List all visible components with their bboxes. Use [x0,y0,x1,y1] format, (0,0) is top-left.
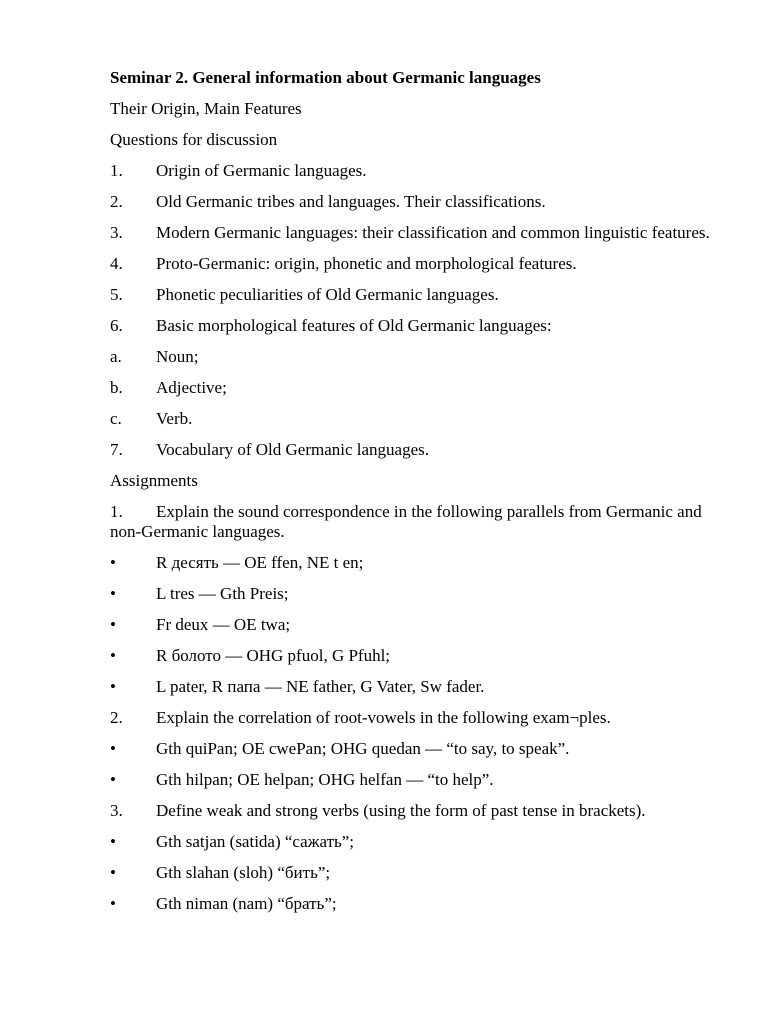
list-marker: 3. [110,223,123,242]
list-item [110,770,710,790]
list-marker: 2. [110,708,123,727]
list-item [110,254,710,274]
list-marker: • [110,832,116,851]
list-item [110,801,710,821]
list-item [110,316,710,336]
list-item [110,378,710,398]
list-marker: a. [110,347,122,366]
list-item-text: Old Germanic tribes and languages. Their classifications. [156,192,546,211]
list-marker: • [110,894,116,913]
list-item-text: Gth satjan (satida) “сажать”; [156,832,355,851]
list-item-text: Origin of Germanic languages. [156,161,367,180]
list-item-text: Gth quiPan; OE cwePan; OHG quedan — “to say, to speak”. [156,739,570,758]
list-marker: • [110,770,116,789]
questions-heading: Questions for discussion [110,130,278,149]
list-item-text: Explain the correlation of root-vowels in the following exam¬ples. [156,708,611,727]
list-item [110,440,710,460]
list-item [110,584,710,604]
list-item-text: R десять — OE ffen, NE t en; [156,553,364,572]
list-item [110,347,710,367]
list-marker: • [110,739,116,758]
list-item-text: Gth hilpan; OE helpan; OHG helfan — “to help”. [156,770,494,789]
list-item-text: Gth niman (nam) “брать”; [156,894,337,913]
list-marker: 7. [110,440,123,459]
list-item-text: Verb. [156,409,193,428]
document-title: Seminar 2. General information about Germanic languages [110,68,541,87]
list-item-text: Gth slahan (sloh) “бить”; [156,863,331,882]
list-marker: • [110,677,116,696]
list-item-text: Adjective; [156,378,227,397]
list-item-text: Explain the sound correspondence in the following parallels from Germanic and non-Germanic languages. [110,502,702,541]
list-item-text: Noun; [156,347,199,366]
questions-list [110,161,710,460]
assignments-list [110,502,710,914]
list-item [110,409,710,429]
list-marker: • [110,646,116,665]
list-item [110,863,710,883]
list-item-text: Vocabulary of Old Germanic languages. [156,440,430,459]
document-subtitle: Their Origin, Main Features [110,99,302,118]
list-marker: 3. [110,801,123,820]
list-item [110,192,710,212]
list-item [110,646,710,666]
list-item-text: L pater, R папа — NE father, G Vater, Sw fader. [156,677,485,696]
list-item [110,502,710,542]
list-item-text: Phonetic peculiarities of Old Germanic languages. [156,285,499,304]
list-item-text: L tres — Gth Preis; [156,584,289,603]
list-item-text: Define weak and strong verbs (using the form of past tense in brackets). [156,801,646,820]
list-item-text: Proto-Germanic: origin, phonetic and morphological features. [156,254,577,273]
list-marker: • [110,863,116,882]
list-marker: • [110,584,116,603]
list-item-text: R болото — OHG pfuol, G Pfuhl; [156,646,391,665]
list-marker: • [110,553,116,572]
list-item-text: Fr deux — OE twa; [156,615,291,634]
document-content [110,68,710,925]
list-marker: 5. [110,285,123,304]
list-item [110,708,710,728]
list-item [110,285,710,305]
list-item [110,161,710,181]
list-item [110,615,710,635]
list-marker: • [110,615,116,634]
list-item-text: Modern Germanic languages: their classification and common linguistic features. [156,223,710,242]
list-marker: 1. [110,161,123,180]
list-item-text: Basic morphological features of Old Germanic languages: [156,316,552,335]
list-marker: 4. [110,254,123,273]
list-marker: 1. [110,502,123,521]
list-marker: 2. [110,192,123,211]
list-item [110,223,710,243]
list-item [110,739,710,759]
list-item [110,832,710,852]
list-item [110,894,710,914]
list-item [110,553,710,573]
assignments-heading: Assignments [110,471,198,490]
list-item [110,677,710,697]
list-marker: b. [110,378,123,397]
list-marker: 6. [110,316,123,335]
list-marker: c. [110,409,122,428]
